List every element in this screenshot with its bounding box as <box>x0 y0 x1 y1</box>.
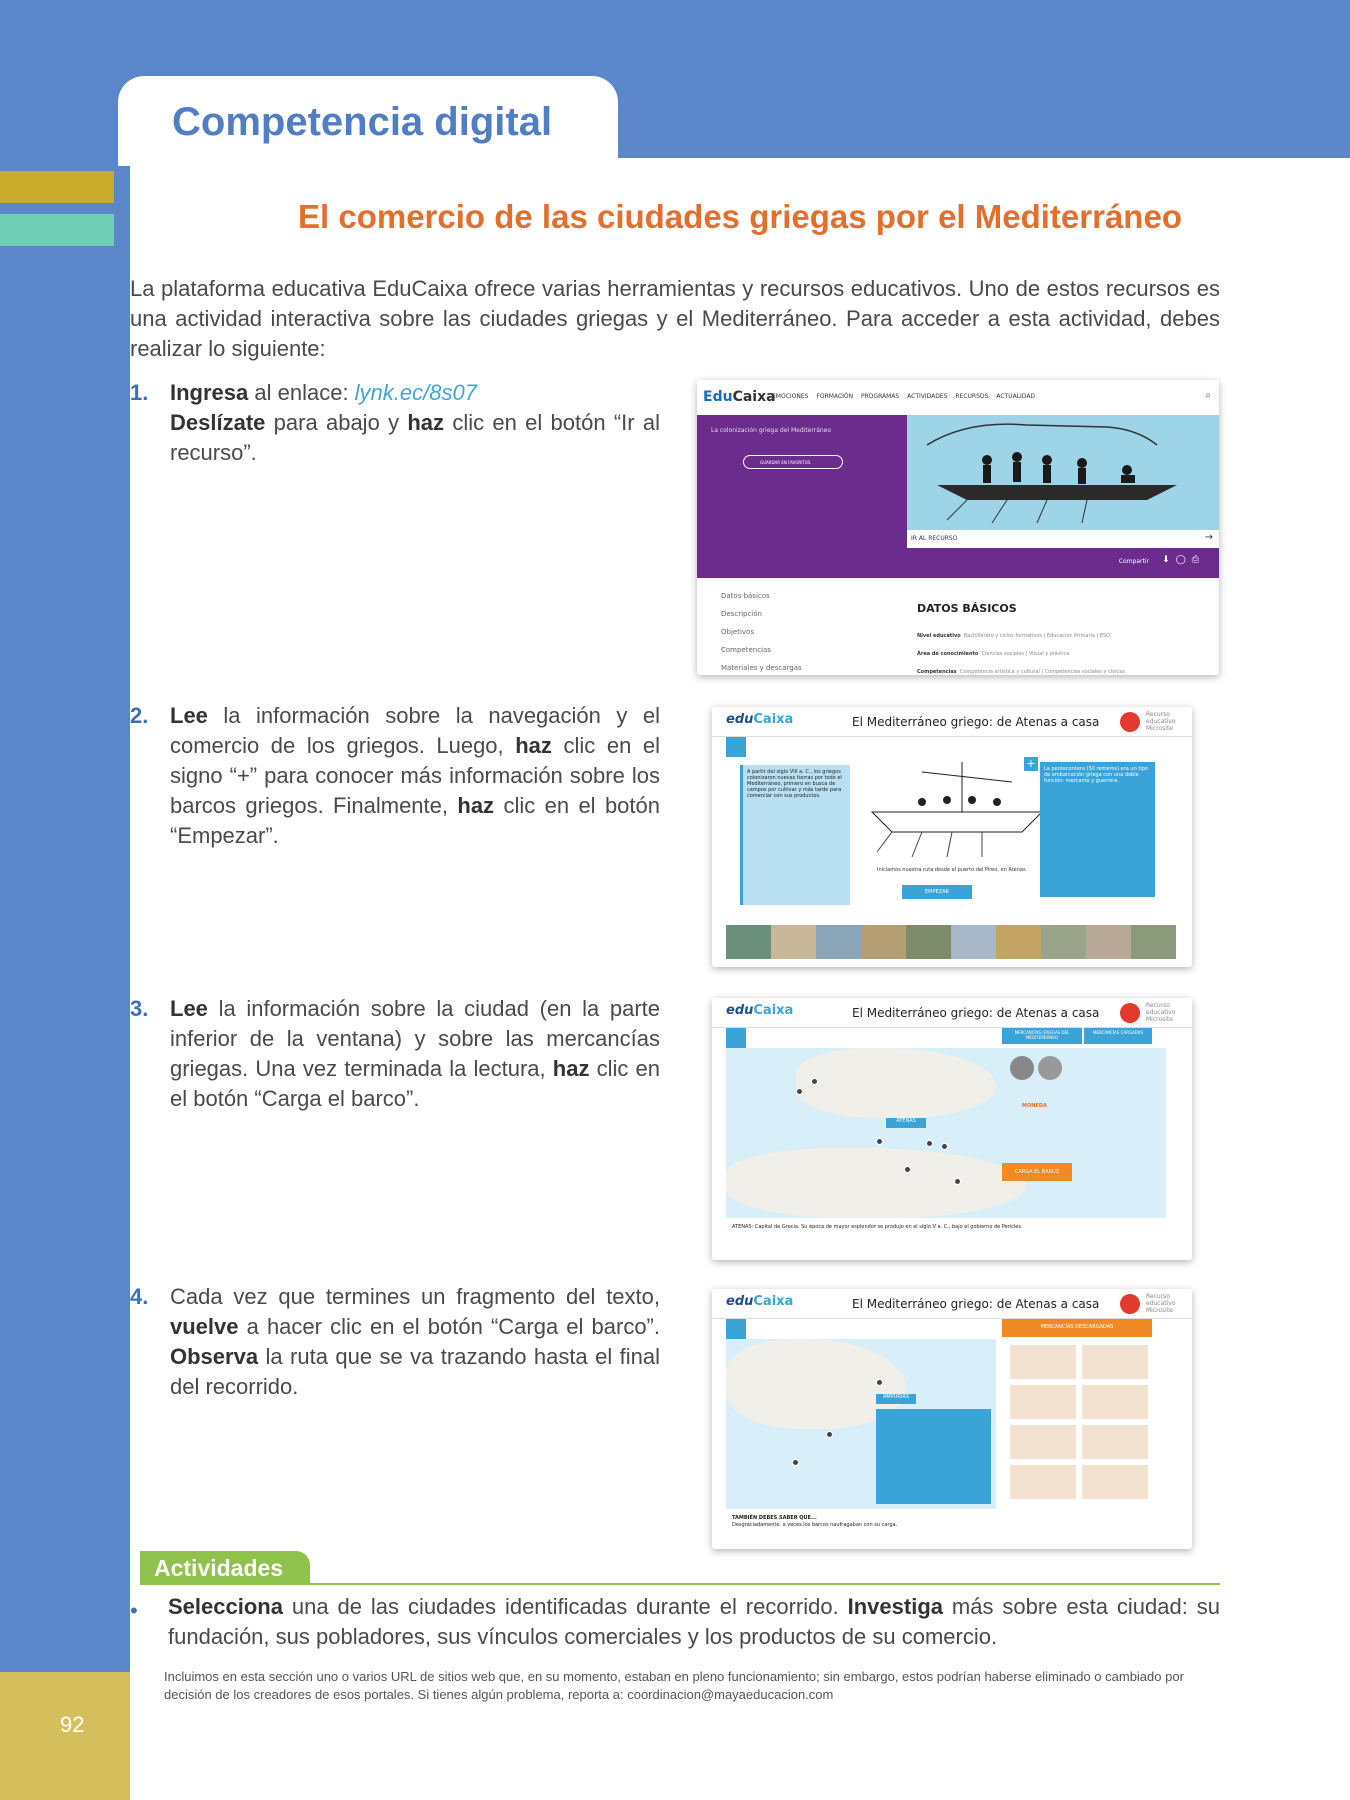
row-label: Competencias <box>917 669 957 675</box>
recurso-label: Recurso educativo Microsite <box>1146 1293 1176 1314</box>
coin-icon <box>1010 1056 1034 1080</box>
step-number: 3. <box>130 996 149 1021</box>
greek-goods-header: MERCANCÍAS GRIEGAS DEL MEDITERRÁNEO <box>1002 1028 1082 1044</box>
info-panel-right <box>1040 762 1155 897</box>
facts-text: Desgraciadamente, a veces los barcos naufragaban con su carga. <box>732 1522 898 1528</box>
mediterranean-map <box>726 1339 996 1509</box>
left-margin-band <box>0 158 130 1800</box>
home-icon[interactable] <box>726 1028 746 1048</box>
intro-paragraph: La plataforma educativa EduCaixa ofrece varias herramientas y recursos educativos. Uno de estos recursos es una actividad interactiva sobre las ciudades griegas y el Mediterráneo. Para acceder a esta actividad, debes realizar lo siguiente: <box>130 276 1220 361</box>
city-marker[interactable] <box>954 1178 961 1185</box>
unloaded-goods-header: MERCANCÍAS DESCARGADAS <box>1002 1319 1152 1337</box>
menu-item[interactable]: Datos básicos <box>721 592 770 600</box>
activity-sentence: más sobre esta ciudad: su fundación, sus pobladores, sus vínculos comerciales y los productos de su comercio. <box>168 1594 1220 1649</box>
url-disclaimer: Incluimos en esta sección uno o varios URL de sitios web que, en su momento, estaban en pleno funcionamiento; sin embargo, estos podrían haberse eliminado o cambiado por decisión de los creadores de esos portales. Si tienes algún problema, reporta a: coordinacion@mayaeducacion.com <box>164 1669 1184 1702</box>
badge-icon <box>1120 1294 1140 1314</box>
coin-icon <box>1038 1056 1062 1080</box>
datos-rows <box>917 627 1125 675</box>
logo-part: edu <box>726 712 754 727</box>
row-value: Bachillerato y ciclos formativos | Educación Primaria | ESO <box>963 633 1111 639</box>
step-4 <box>130 1282 660 1402</box>
recurso-label: Recurso educativo Microsite <box>1146 1002 1176 1023</box>
logo-part: Edu <box>703 389 733 405</box>
step-text: para abajo y <box>265 410 408 435</box>
city-marker[interactable] <box>904 1166 911 1173</box>
screenshot-map-athens <box>712 998 1192 1260</box>
section-title: Competencia digital <box>172 100 553 144</box>
logo-part: edu <box>726 1003 754 1018</box>
step-text: a hacer clic en el botón “Carga el barco”. <box>238 1314 660 1339</box>
city-marker[interactable] <box>876 1138 883 1145</box>
screenshot-educaixa-portal <box>697 380 1219 675</box>
goods-grid <box>1010 1345 1150 1505</box>
facts-footer <box>726 1511 1176 1541</box>
activity-sentence: una de las ciudades identificadas durante el recorrido. <box>282 1594 848 1619</box>
banner-subtitle: La colonización griega del Mediterráneo <box>711 427 832 434</box>
step-verb: Observa <box>170 1344 259 1369</box>
start-button[interactable]: EMPEZAR <box>902 885 972 899</box>
activity-verb: Investiga <box>847 1594 943 1619</box>
step-text: la ruta que se va trazando hasta el final del recorrido. <box>170 1344 660 1399</box>
recurso-label: Recurso educativo Microsite <box>1146 711 1176 732</box>
educaixa-header <box>712 1289 1192 1319</box>
portal-nav-items: EMOCIONES FORMACIÓN PROGRAMAS ACTIVIDADES RECURSOS ACTUALIDAD <box>772 393 1036 400</box>
logo-part: Caixa <box>732 389 776 405</box>
educaixa-logo <box>726 712 793 727</box>
go-to-resource-button[interactable]: IR AL RECURSO <box>911 535 958 542</box>
menu-item[interactable]: Competencias <box>721 646 771 654</box>
badge-icon <box>1120 1003 1140 1023</box>
info-panel-left <box>740 765 850 905</box>
city-marker[interactable] <box>926 1140 933 1147</box>
screenshot-map-ampurias <box>712 1289 1192 1549</box>
home-icon[interactable] <box>726 737 746 757</box>
logo-part: Caixa <box>753 1294 794 1309</box>
microsite-title: El Mediterráneo griego: de Atenas a casa <box>852 1297 1100 1311</box>
step-text: clic en el signo “+” para conocer más información sobre los barcos griegos. Finalmente, <box>170 733 660 818</box>
city-marker[interactable] <box>792 1459 799 1466</box>
step-text: clic en el botón “Ir al recurso”. <box>170 410 661 465</box>
athens-label: ATENAS <box>886 1118 926 1128</box>
city-marker[interactable] <box>876 1379 883 1386</box>
share-icons: ⬇◯⎙ <box>1162 555 1205 565</box>
portal-navbar <box>697 380 1219 415</box>
page-title: El comercio de las ciudades griegas por el Mediterráneo <box>298 198 1182 235</box>
step-verb: Deslízate <box>170 410 266 435</box>
row-label: Área de conocimiento <box>917 651 979 657</box>
activity-text <box>168 1592 1220 1652</box>
facts-title: TAMBIÉN DEBES SABER QUE... <box>732 1515 817 1521</box>
share-bar <box>697 548 1219 578</box>
step-text: la información sobre la ciudad (en la parte inferior de la ventana) y sobre las mercancías griegas. Una vez terminada la lectura, <box>170 996 660 1081</box>
step-verb: Ingresa <box>170 380 249 405</box>
step-text: clic en el botón “Empezar”. <box>170 793 660 848</box>
step-verb: haz <box>552 1056 590 1081</box>
row-label: Nivel educativo <box>917 633 961 639</box>
info-text: A partir del siglo VIII a. C., los griegos colonizaron nuevas tierras por todo el Mediterráneo, primero en busca de campos por cultivar y más tarde para comerciar con sus productos. <box>747 769 842 799</box>
step-verb: haz <box>407 410 445 435</box>
bullet-icon: • <box>130 1598 138 1623</box>
step-text: la información sobre la navegación y el comercio de los griegos. Luego, <box>170 703 660 758</box>
microsite-title: El Mediterráneo griego: de Atenas a casa <box>852 715 1100 729</box>
route-caption: Iniciamos nuestra ruta desde el puerto del Pireo, en Atenas. <box>877 867 1028 873</box>
step-verb: haz <box>457 793 495 818</box>
ship-drawing <box>907 415 1219 530</box>
city-info-footer: ATENAS: Capital de Grecia. Su época de mayor esplendor se produjo en el siglo V a. C., bajo el gobierno de Pericles. <box>732 1224 1023 1230</box>
ship-illustration <box>907 415 1219 530</box>
activities-label: Actividades <box>154 1555 284 1581</box>
resource-menu <box>721 592 802 672</box>
ampurias-label: AMPURIAS <box>876 1394 916 1404</box>
search-icon: ⌕ <box>1205 390 1211 401</box>
badge-icon <box>1120 712 1140 732</box>
resource-link[interactable]: lynk.ec/8s07 <box>354 380 477 405</box>
menu-item[interactable]: Objetivos <box>721 628 754 636</box>
logo-part: Caixa <box>753 712 794 727</box>
step-number: 2. <box>130 703 149 728</box>
plus-icon[interactable]: + <box>1024 757 1038 771</box>
educaixa-header <box>712 998 1192 1028</box>
resource-banner <box>697 415 907 565</box>
menu-item[interactable]: Materiales y descargas <box>721 664 802 672</box>
coin-label: MONEDA <box>1022 1103 1047 1109</box>
load-ship-button[interactable]: CARGA EL BARCO <box>1002 1163 1072 1181</box>
step-3 <box>130 994 660 1114</box>
activities-divider <box>140 1583 1220 1585</box>
step-number: 1. <box>130 380 149 405</box>
photo-strip <box>726 925 1176 959</box>
step-text: Cada vez que termines un fragmento del texto, <box>170 1284 660 1309</box>
screenshot-intro-page <box>712 707 1192 967</box>
educaixa-logo <box>726 1003 793 1018</box>
step-2 <box>130 701 660 851</box>
page-number: 92 <box>60 1712 85 1737</box>
row-value: Competencia artística y cultural | Competencias sociales y cívicas <box>959 669 1125 675</box>
row-value: Ciencias sociales | Visual y plástica <box>981 651 1070 657</box>
step-verb: Lee <box>170 996 208 1021</box>
teal-accent-bar <box>0 214 114 246</box>
step-1 <box>130 378 660 468</box>
logo-part: Caixa <box>753 1003 794 1018</box>
city-marker[interactable] <box>796 1088 803 1095</box>
mediterranean-map <box>726 1048 1166 1218</box>
resource-go-bar <box>907 530 1219 548</box>
educaixa-logo <box>726 1294 793 1309</box>
info-text: La pentecontera (50 remeros) era un tipo de embarcación griega con una doble función: mercante y guerrera. <box>1044 766 1148 784</box>
step-number: 4. <box>130 1284 149 1309</box>
step-verb: Lee <box>170 703 208 728</box>
menu-item[interactable]: Descripción <box>721 610 762 618</box>
logo-part: edu <box>726 1294 754 1309</box>
gold-accent-bar <box>0 171 114 203</box>
share-label: Compartir <box>1118 558 1149 565</box>
city-marker[interactable] <box>941 1143 948 1150</box>
home-icon[interactable] <box>726 1319 746 1339</box>
educaixa-logo <box>703 389 776 405</box>
microsite-title: El Mediterráneo griego: de Atenas a casa <box>852 1006 1100 1020</box>
step-text: clic en el botón “Carga el barco”. <box>170 1056 660 1111</box>
favorites-button: GUARDAR EN FAVORITOS <box>743 455 843 469</box>
arrow-right-icon: → <box>1204 532 1213 543</box>
loaded-goods-header: MERCANCÍAS CARGADAS <box>1084 1028 1152 1044</box>
datos-basicos-title: DATOS BÁSICOS <box>917 602 1017 615</box>
step-verb: vuelve <box>170 1314 239 1339</box>
step-verb: haz <box>515 733 552 758</box>
city-info-panel <box>876 1409 991 1504</box>
educaixa-header <box>712 707 1192 737</box>
city-marker[interactable] <box>811 1078 818 1085</box>
city-marker[interactable] <box>826 1431 833 1438</box>
step-text: al enlace: <box>248 380 355 405</box>
activity-verb: Selecciona <box>168 1594 283 1619</box>
